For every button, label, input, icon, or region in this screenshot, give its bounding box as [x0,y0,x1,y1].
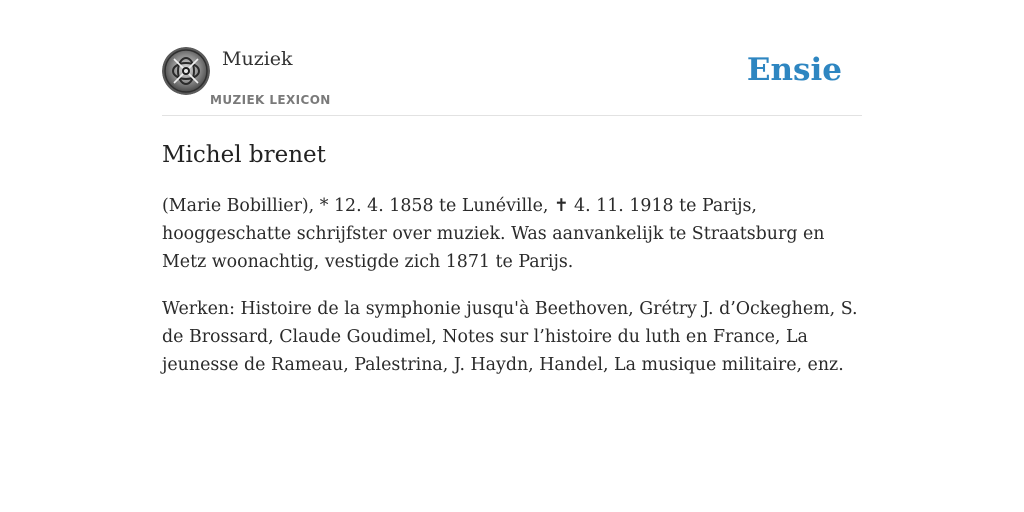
music-emblem-icon [162,47,210,95]
article-paragraph: (Marie Bobillier), * 12. 4. 1858 te Lunéville, ✝ 4. 11. 1918 te Parijs, hooggeschatte schrijfster over muziek. Was aanvankelijk te Straatsburg en Metz woonachtig, vestigde zich 1871 te Parijs. [162,196,825,272]
header [162,0,862,116]
brand-logo[interactable]: Ensie [746,52,842,88]
article-paragraph: Werken: Histoire de la symphonie jusqu'à Beethoven, Grétry J. d’Ockeghem, S. de Brossard, Claude Goudimel, Notes sur l’histoire du luth en France, La jeunesse de Rameau, Palestrina, J. Haydn, Handel, La musique militaire, enz. [162,299,858,375]
category-title[interactable]: Muziek [222,48,293,70]
page [162,0,862,375]
avatar[interactable] [162,47,210,95]
category-subtitle[interactable]: MUZIEK LEXICON [210,93,331,107]
article-title: Michel brenet [162,142,326,168]
